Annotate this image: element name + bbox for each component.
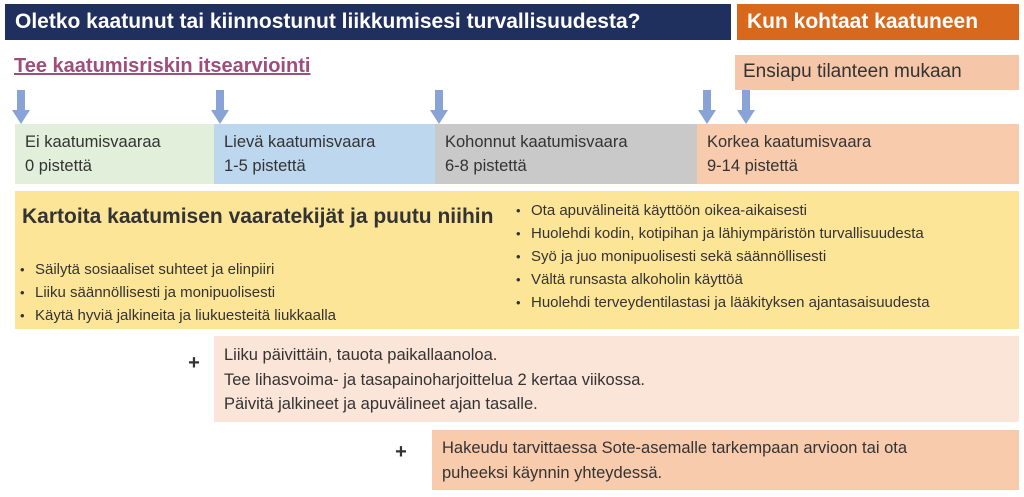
arrow-down-icon [737,90,755,124]
bullet-icon: • [516,226,521,241]
risk-factors-left-list [20,258,336,327]
risk-level-points: 9-14 pistettä [707,157,798,175]
list-item [20,281,336,304]
list-item-text: Huolehdi kodin, kotipihan ja lähiympäristön turvallisuudesta [531,225,924,242]
first-aid-box: Ensiapu tilanteen mukaan [735,55,1019,90]
self-assessment-link[interactable]: Tee kaatumisriskin itsearviointi [14,55,311,77]
bullet-icon: • [516,249,521,264]
arrow-down-icon [12,90,30,124]
list-item-text: Liiku säännöllisesti ja monipuolisesti [35,284,276,301]
risk-level-mild [214,124,435,184]
risk-level-none [15,124,214,184]
list-item-text: Käytä hyviä jalkineita ja liukuesteitä liukkaalla [35,307,336,324]
main-question-header: Oletko kaatunut tai kiinnostunut liikkumisesi turvallisuudesta? [5,4,731,40]
list-item-text: Huolehdi terveydentilastasi ja lääkityksen ajantasaisuudesta [531,294,930,311]
arrow-down-icon [430,90,448,124]
list-item [516,245,930,268]
risk-level-points: 0 pistettä [25,157,92,175]
risk-level-name: Korkea kaatumisvaara [707,133,872,151]
list-item-text: Syö ja juo monipuolisesti sekä säännöllisesti [531,248,827,265]
risk-level-points: 6-8 pistettä [445,157,527,175]
plus-icon: + [188,352,200,374]
risk-level-elevated [435,124,697,184]
bullet-icon: • [516,295,521,310]
risk-factors-right-list [516,199,930,314]
plus-icon: + [395,441,407,463]
action-line: Päivitä jalkineet ja apuvälineet ajan tasalle. [224,395,538,413]
list-item [20,304,336,327]
bullet-icon: • [516,203,521,218]
list-item-text: Säilytä sosiaaliset suhteet ja elinpiiri [35,261,275,278]
list-item [516,291,930,314]
referral-line: puheeksi käynnin yhteydessä. [442,463,663,482]
risk-level-name: Lievä kaatumisvaara [224,133,376,151]
bullet-icon: • [20,285,25,300]
list-item [516,222,930,245]
list-item [516,268,930,291]
risk-level-high [697,124,1019,184]
bullet-icon: • [20,308,25,323]
action-line: Liiku päivittäin, tauota paikallaanoloa. [224,346,498,364]
list-item-text: Ota apuvälineitä käyttöön oikea-aikaisesti [531,202,807,219]
referral-line: Hakeudu tarvittaessa Sote-asemalle tarkempaan arvioon tai ota [442,439,908,457]
risk-level-name: Ei kaatumisvaaraa [25,133,161,151]
bullet-icon: • [516,272,521,287]
referral-box [432,430,1019,490]
list-item [516,199,930,222]
additional-actions-box [214,336,1019,422]
list-item [20,258,336,281]
arrow-down-icon [698,90,716,124]
action-line: Tee lihasvoima- ja tasapainoharjoittelua 2 kertaa viikossa. [224,370,645,389]
bullet-icon: • [20,262,25,277]
fallen-person-header: Kun kohtaat kaatuneen [737,4,1019,40]
risk-level-name: Kohonnut kaatumisvaara [445,133,628,151]
risk-factors-title: Kartoita kaatumisen vaaratekijät ja puutu niihin [22,205,494,228]
list-item-text: Vältä runsasta alkoholin käyttöä [531,271,743,288]
risk-level-points: 1-5 pistettä [224,157,306,175]
arrow-down-icon [211,90,229,124]
